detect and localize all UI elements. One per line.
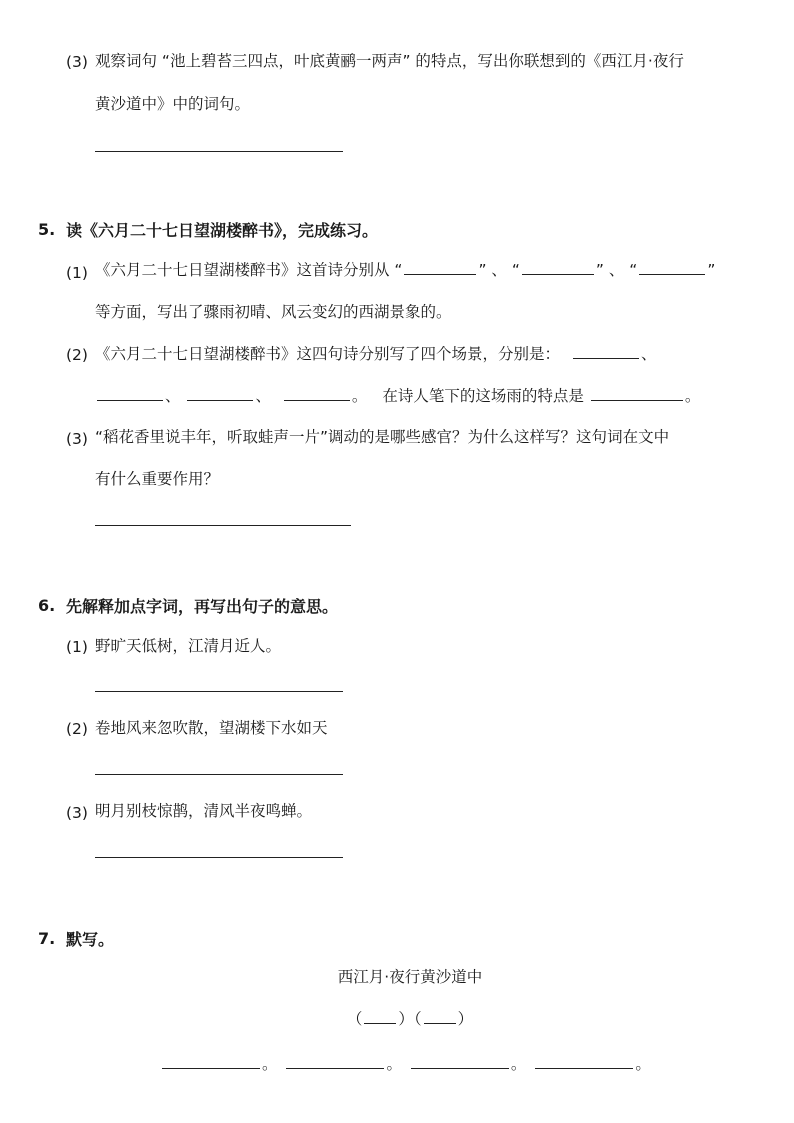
full-stop: 。	[262, 1055, 278, 1073]
answer-line[interactable]	[95, 151, 343, 152]
separator: 、	[165, 387, 181, 405]
poem-line-blank[interactable]	[162, 1067, 260, 1069]
question-text-line: 有什么重要作用？	[95, 470, 220, 488]
separator: 。	[684, 387, 701, 405]
question-text-line: 黄沙道中》中的词句。	[95, 95, 251, 113]
question-title: 先解释加点字词，再写出句子的意思。	[66, 597, 339, 616]
sub-question-number: (3)	[66, 804, 88, 822]
answer-line[interactable]	[95, 691, 343, 692]
dynasty-blank[interactable]	[364, 1022, 396, 1024]
question-number: 7.	[38, 929, 56, 948]
poem-author-row	[0, 1008, 794, 1030]
answer-line[interactable]	[95, 525, 351, 526]
question-number: 6.	[38, 596, 56, 615]
full-stop: 。	[510, 1055, 527, 1073]
bracket: （	[346, 1010, 363, 1028]
fill-blank[interactable]	[404, 273, 476, 275]
answer-line[interactable]	[95, 857, 343, 858]
question-text-line: 卷地风来忽吹散，望湖楼下水如天	[95, 719, 328, 737]
question-text: ” 、 “	[478, 261, 520, 279]
fill-blank[interactable]	[573, 357, 639, 359]
question-text-line: “稻花香里说丰年，听取蛙声一片”调动的是哪些感官？为什么这样写？这句词在文中	[95, 428, 670, 446]
question-text-line	[95, 385, 700, 407]
question-number: 5.	[38, 220, 56, 239]
poem-lines-row	[160, 1053, 651, 1075]
question-text: 《六月二十七日望湖楼醉书》这四句诗分别写了四个场景，分别是：	[95, 345, 561, 363]
sub-question-number: (2)	[66, 346, 88, 364]
question-text-line: 明月别枝惊鹊，清风半夜鸣蝉。	[95, 802, 313, 820]
bracket: ）	[457, 1010, 474, 1028]
sub-question-number: (2)	[66, 720, 88, 738]
answer-line[interactable]	[95, 774, 343, 775]
separator: 、	[640, 345, 657, 363]
poem-line-blank[interactable]	[286, 1067, 384, 1069]
poem-line-blank[interactable]	[535, 1067, 633, 1069]
full-stop: 。	[635, 1055, 651, 1073]
question-text-line: 野旷天低树，江清月近人。	[95, 637, 282, 655]
poem-line-blank[interactable]	[411, 1067, 509, 1069]
sub-question-number: (1)	[66, 264, 88, 282]
fill-blank[interactable]	[284, 399, 350, 401]
question-text-line	[95, 259, 715, 281]
fill-blank[interactable]	[187, 399, 253, 401]
separator: 。	[351, 387, 368, 405]
question-text: 在诗人笔下的这场雨的特点是	[382, 387, 584, 405]
question-text-line: 等方面，写出了骤雨初晴、风云变幻的西湖景象的。	[95, 303, 452, 321]
question-text: ” 、 “	[595, 261, 638, 279]
question-text: ”	[707, 261, 716, 279]
fill-blank[interactable]	[639, 273, 705, 275]
question-text: 《六月二十七日望湖楼醉书》这首诗分别从 “	[95, 261, 403, 279]
poem-title: 西江月·夜行黄沙道中	[337, 968, 483, 986]
full-stop: 。	[386, 1055, 402, 1073]
author-blank[interactable]	[424, 1022, 456, 1024]
question-title: 默写。	[66, 930, 115, 949]
bracket: ）（	[398, 1010, 422, 1028]
sub-question-number: (3)	[66, 430, 88, 448]
fill-blank[interactable]	[522, 273, 594, 275]
question-text-line	[95, 343, 656, 365]
sub-question-number: (3)	[66, 53, 88, 71]
separator: 、	[255, 387, 271, 405]
fill-blank[interactable]	[591, 399, 683, 401]
question-title: 读《六月二十七日望湖楼醉书》，完成练习。	[66, 221, 379, 240]
sub-question-number: (1)	[66, 638, 88, 656]
fill-blank[interactable]	[97, 399, 163, 401]
question-text-line: 观察词句 “池上碧苔三四点，叶底黄鹂一两声” 的特点，写出你联想到的《西江月·夜行	[95, 52, 684, 70]
